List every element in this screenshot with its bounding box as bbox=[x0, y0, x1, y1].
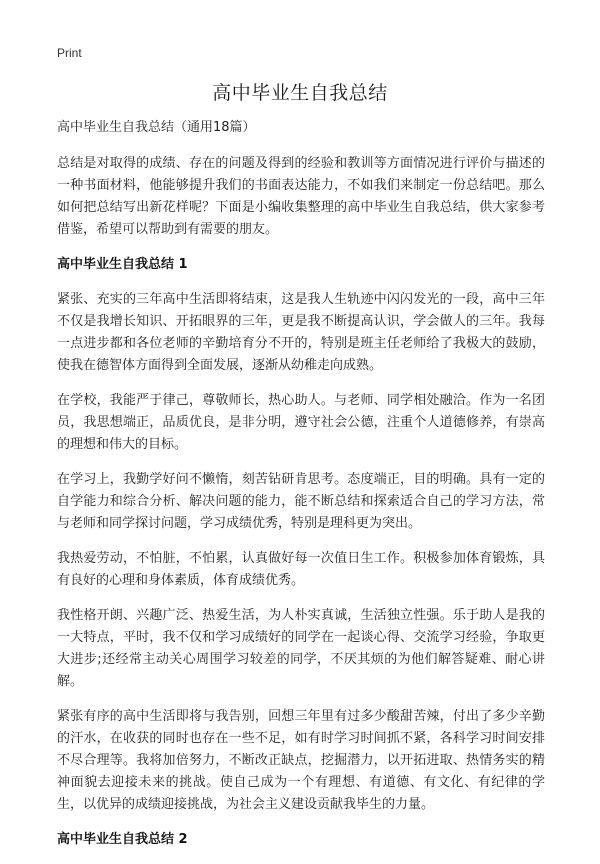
print-link[interactable]: Print bbox=[57, 46, 82, 60]
intro-paragraph: 总结是对取得的成绩、存在的问题及得到的经验和教训等方面情况进行评价与描述的一种书面材料，他能够提升我们的书面表达能力，不如我们来制定一份总结吧。那么如何把总结写出新花样呢？下面是小编收集整理的高中毕业生自我总结，供大家参考借鉴，希望可以帮助到有需要的朋友。 bbox=[57, 156, 545, 237]
section-heading-1: 高中毕业生自我总结 1 bbox=[57, 257, 188, 272]
section-1-paragraph-4: 我热爱劳动，不怕脏，不怕累，认真做好每一次值日生工作。积极参加体育锻炼，具有良好的心理和身体素质，体育成绩优秀。 bbox=[57, 551, 545, 588]
section-heading-2: 高中毕业生自我总结 2 bbox=[57, 832, 188, 847]
document-title: 高中毕业生自我总结 bbox=[212, 82, 388, 104]
document-body bbox=[57, 117, 545, 864]
section-1-paragraph-3: 在学习上，我勤学好问不懒惰，刻苦钻研肯思考。态度端正，目的明确。具有一定的自学能力和综合分析、解决问题的能力，能不断总结和探索适合自己的学习方法，常与老师和同学探讨问题，学习成绩优秀，特别是理科更为突出。 bbox=[57, 472, 545, 531]
section-1-paragraph-5: 我性格开朗、兴趣广泛、热爱生活，为人朴实真诚，生活独立性强。乐于助人是我的一大特点，平时，我不仅和学习成绩好的同学在一起谈心得、交流学习经验，争取更大进步;还经常主动关心周围学习较差的同学，不厌其烦的为他们解答疑难、耐心讲解。 bbox=[57, 608, 545, 689]
section-1-paragraph-6: 紧张有序的高中生活即将与我告别，回想三年里有过多少酸甜苦辣，付出了多少辛勤的汗水，在收获的同时也存在一些不足，如有时学习时间抓不紧，各科学习时间安排不尽合理等。我将加倍努力，不断改正缺点，挖掘潜力，以开拓进取、热情务实的精神面貌去迎接未来的挑战。使自己成为一个有理想、有道德、有文化、有纪律的学生，以优异的成绩迎接挑战，为社会主义建设贡献我毕生的力量。 bbox=[57, 709, 545, 812]
section-1-paragraph-2: 在学校，我能严于律己，尊敬师长，热心助人。与老师、同学相处融洽。作为一名团员，我思想端正，品质优良，是非分明，遵守社会公德，注重个人道德修养，有崇高的理想和伟大的目标。 bbox=[57, 393, 545, 452]
document-subtitle: 高中毕业生自我总结（通用18篇） bbox=[57, 120, 256, 135]
section-1-paragraph-1: 紧张、充实的三年高中生活即将结束，这是我人生轨迹中闪闪发光的一段，高中三年不仅是我增长知识、开拓眼界的三年，更是我不断提高认识，学会做人的三年。我每一点进步都和各位老师的辛勤培育分不开的，特别是班主任老师给了我极大的鼓励，使我在德智体方面得到全面发展，逐渐从幼稚走向成熟。 bbox=[57, 292, 545, 373]
